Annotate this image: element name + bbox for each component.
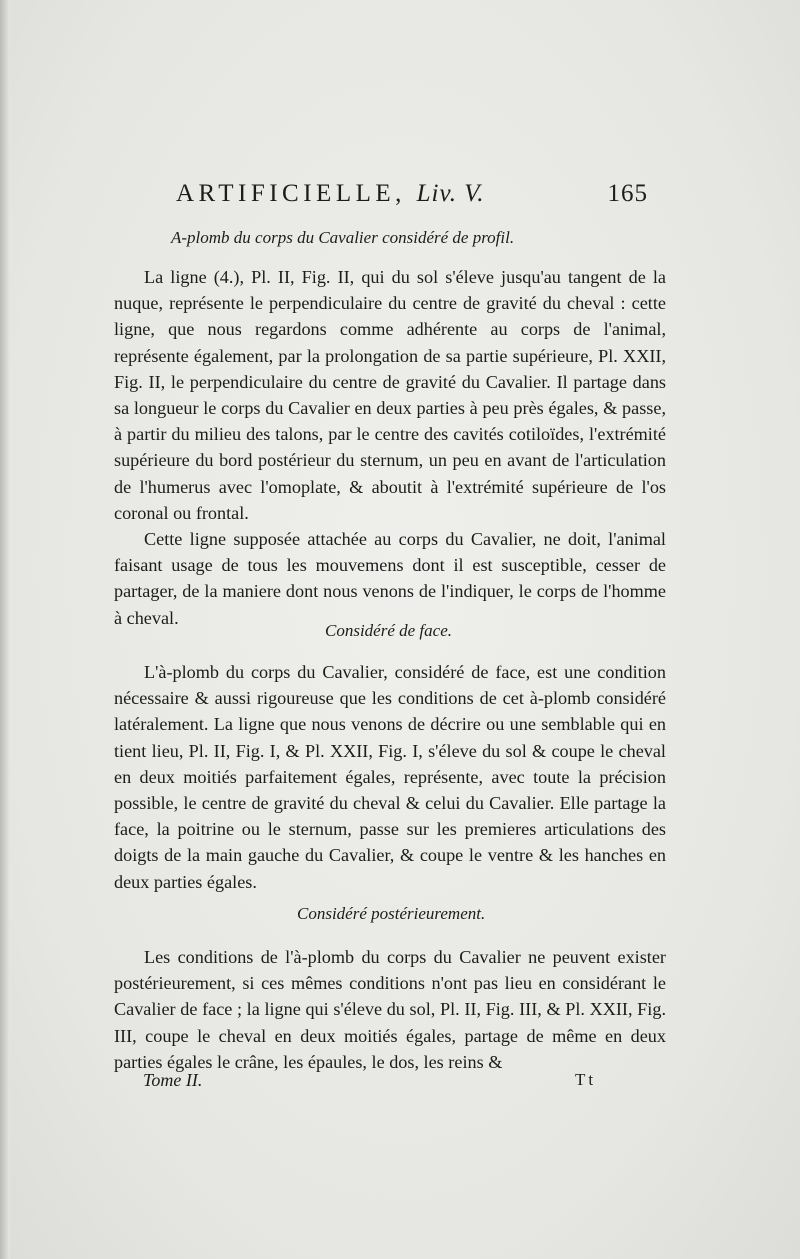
subhead-posterior: Considéré postérieurement. <box>297 904 486 923</box>
running-head-title: ARTIFICIELLE, Liv. V. <box>176 180 485 207</box>
paragraph-3: L'à-plomb du corps du Cavalier, considéré de face, est une condition nécessaire & aussi rigoureuse que les conditions de cet à-plomb considéré latéralement. La ligne que nous venons de décrire ou une semblable qui en tient lieu, Pl. II, Fig. I, & Pl. XXII, Fig. I, s'éleve du sol & coupe le cheval en deux moitiés parfaitement égales, représente, avec toute la précision possible, le centre de gravité du cheval & celui du Cavalier. Elle partage la face, la poitrine ou le sternum, passe sur les premieres articulations des doigts de la main gauche du Cavalier, & coupe le ventre & les hanches en deux parties égales. <box>114 662 666 892</box>
page-number: 165 <box>607 180 648 207</box>
signature-mark: Tt <box>575 1070 597 1089</box>
subhead-face: Considéré de face. <box>325 621 452 640</box>
paragraph-2: Cette ligne supposée attachée au corps du Cavalier, ne doit, l'animal faisant usage de tous les mouvemens dont il est susceptible, cesser de partager, de la maniere dont nous venons de l'indiquer, le corps de l'homme à cheval. <box>114 529 666 628</box>
running-head-liv: Liv. V. <box>416 180 485 207</box>
paragraph-1: La ligne (4.), Pl. II, Fig. II, qui du sol s'éleve jusqu'au tangent de la nuque, représente le perpendiculaire du centre de gravité du cheval : cette ligne, que nous regardons comme adhérente au corps de l'animal, représente également, par la prolongation de sa partie supérieure, Pl. XXII, Fig. II, le perpendiculaire du centre de gravité du Cavalier. Il partage dans sa longueur le corps du Cavalier en deux parties à peu près égales, & passe, à partir du milieu des talons, par le centre des cavités cotiloïdes, l'extrémité supérieure du bord postérieur du sternum, un peu en avant de l'articulation de l'humerus avec l'omoplate, & aboutit à l'extrémité supérieure de l'os coronal ou frontal. <box>114 267 666 523</box>
page-gutter <box>0 0 10 1259</box>
paragraph-4: Les conditions de l'à-plomb du corps du Cavalier ne peuvent exister postérieurement, si ces mêmes conditions n'ont pas lieu en considérant le Cavalier de face ; la ligne qui s'éleve du sol, Pl. II, Fig. III, & Pl. XXII, Fig. III, coupe le cheval en deux moitiés égales, partage de même en deux parties égales le crâne, les épaules, le dos, les reins & <box>114 947 666 1072</box>
running-head <box>176 180 648 216</box>
subhead-profile: A-plomb du corps du Cavalier considéré de profil. <box>171 228 515 247</box>
volume-label: Tome II. <box>143 1070 203 1090</box>
